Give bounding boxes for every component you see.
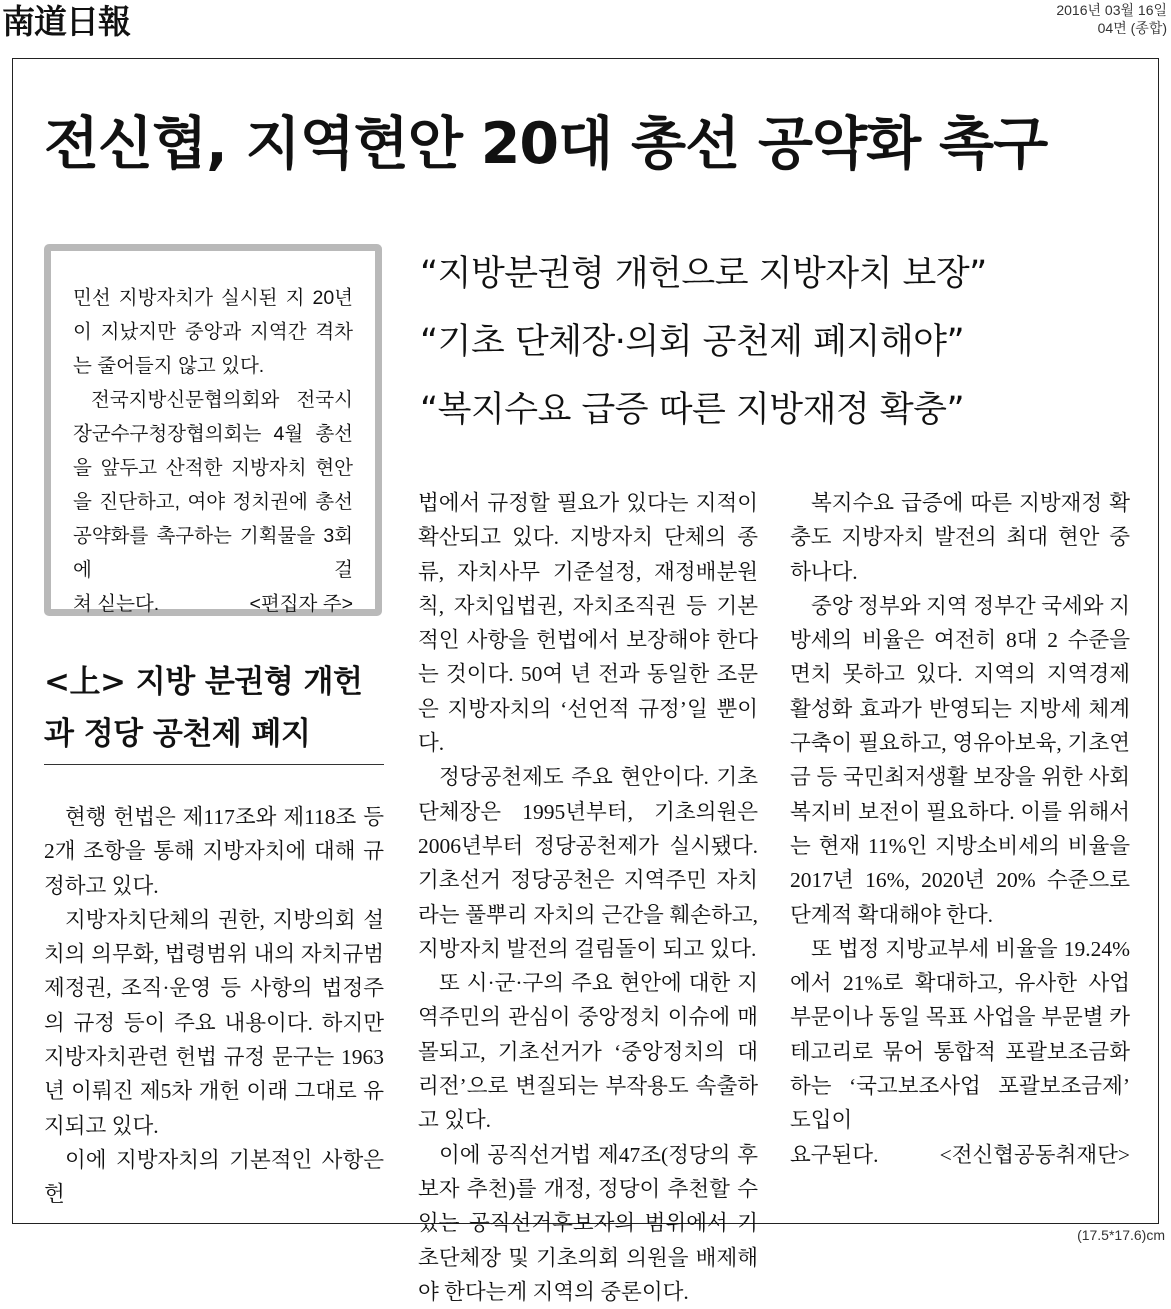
body-column-1 bbox=[44, 800, 384, 1212]
body-paragraph-6: 이에 공직선거법 제47조(정당의 후보자 추천)를 개정, 정당이 추천할 수 있는 공직선거후보자의 범위에서 기초단체장 및 기초의회 의원을 배제해야 한다는게 지역의 중론이다. bbox=[418, 1142, 758, 1304]
editor-note-box bbox=[44, 244, 382, 616]
article-headline: 전신협, 지역현안 20대 총선 공약화 촉구 bbox=[44, 111, 1048, 177]
body-paragraph-4: 정당공천제도 주요 현안이다. 기초단체장은 1995년부터, 기초의원은 2006년부터 정당공천제가 실시됐다. 기초선거 정당공천은 지역주민 자치라는 풀뿌리 자치의 근간을 훼손하고, 지방자치 발전의 걸림돌이 되고 있다. bbox=[418, 765, 758, 961]
subheads bbox=[420, 240, 1140, 444]
newspaper-logo: 南道日報 bbox=[2, 2, 130, 41]
subhead-1: “지방분권형 개헌으로 지방자치 보장” bbox=[420, 254, 987, 294]
subhead-2: “기초 단체장·의회 공천제 폐지해야” bbox=[420, 322, 965, 362]
editor-note-para2-end: 쳐 싣는다. bbox=[73, 593, 160, 615]
page-number: 04면 (종합) bbox=[1097, 20, 1167, 36]
body-paragraph-1: 현행 헌법은 제117조와 제118조 등 2개 조항을 통해 지방자치에 대해 규정하고 있다. bbox=[44, 805, 384, 898]
section-title: <上> 지방 분권형 개헌과 정당 공천제 폐지 bbox=[44, 664, 363, 752]
dateline bbox=[1056, 1, 1167, 37]
subhead-3: “복지수요 급증 따른 지방재정 확충” bbox=[420, 390, 965, 430]
clipping-size-note: (17.5*17.6)cm bbox=[1077, 1227, 1165, 1243]
editor-note-para1: 민선 지방자치가 실시된 지 20년이 지났지만 중앙과 지역간 격차는 줄어들지 않고 있다. bbox=[73, 287, 353, 377]
body-paragraph-8: 중앙 정부와 지역 정부간 국세와 지방세의 비율은 여전히 8대 2 수준을 면치 못하고 있다. 지역의 지역경제 활성화 효과가 반영되는 지방세 체계 구축이 필요하고, 영유아보육, 기초연금 등 국민최저생활 보장을 위한 사회복지비 보전이 필요하다. 이를 위해서는 현재 11%인 지방소비세의 비율을 2017년 16%, 2020년 20% 수준으로 단계적 확대해야 한다. bbox=[790, 593, 1130, 927]
editor-note-signature: <편집자 주> bbox=[249, 593, 353, 615]
byline-row bbox=[790, 1138, 1130, 1172]
body-paragraph-2: 지방자치단체의 권한, 지방의회 설치의 의무화, 법령범위 내의 자치규범 제정권, 조직·운영 등 사항의 법정주의 규정 등이 주요 내용이다. 하지만 지방자치관련 헌법 규정 문구는 1963년 이뤄진 제5차 개헌 이래 그대로 유지되고 있다. bbox=[44, 907, 384, 1138]
masthead bbox=[0, 0, 1171, 44]
editor-note-last-row bbox=[73, 587, 353, 621]
body-paragraph-9-end: 요구된다. bbox=[790, 1142, 879, 1167]
body-paragraph-3-start: 이에 지방자치의 기본적인 사항은 헌 bbox=[44, 1147, 384, 1207]
body-paragraph-3-text: 법에서 규정할 필요가 있다는 지적이 확산되고 있다. 지방자치 단체의 종류, 자치사무 기준설정, 재정배분원칙, 자치입법권, 자치조직권 등 기본적인 사항을 헌법에서 보장해야 한다는 것이다. 50여 년 전과 동일한 조문은 지방자치의 ‘선언적 규정’일 뿐이다. bbox=[418, 491, 758, 756]
section-divider bbox=[44, 764, 384, 765]
byline: <전신협공동취재단> bbox=[939, 1142, 1130, 1167]
body-paragraph-7: 복지수요 급증에 따른 지방재정 확충도 지방자치 발전의 최대 현안 중 하나다. bbox=[790, 491, 1130, 584]
body-paragraph-9: 또 법정 지방교부세 비율을 19.24%에서 21%로 확대하고, 유사한 사업 부문이나 동일 목표 사업을 부문별 카테고리로 묶어 통합적 포괄보조금화하는 ‘국고보조사업 포괄보조금제’ 도입이 bbox=[790, 936, 1130, 1133]
body-column-3 bbox=[790, 486, 1130, 1172]
editor-note-para2: 전국지방신문협의회와 전국시장군수구청장협의회는 4월 총선을 앞두고 산적한 지방자치 현안을 진단하고, 여야 정치권에 총선 공약화를 촉구하는 기획물을 3회에 걸 bbox=[73, 389, 353, 581]
publication-date: 2016년 03월 16일 bbox=[1056, 2, 1167, 18]
body-column-2 bbox=[418, 486, 758, 1309]
body-paragraph-3 bbox=[418, 486, 758, 760]
body-paragraph-5: 또 시·군·구의 주요 현안에 대한 지역주민의 관심이 중앙정치 이슈에 매몰되고, 기초선거가 ‘중앙정치의 대리전’으로 변질되는 부작용도 속출하고 있다. bbox=[418, 971, 758, 1133]
